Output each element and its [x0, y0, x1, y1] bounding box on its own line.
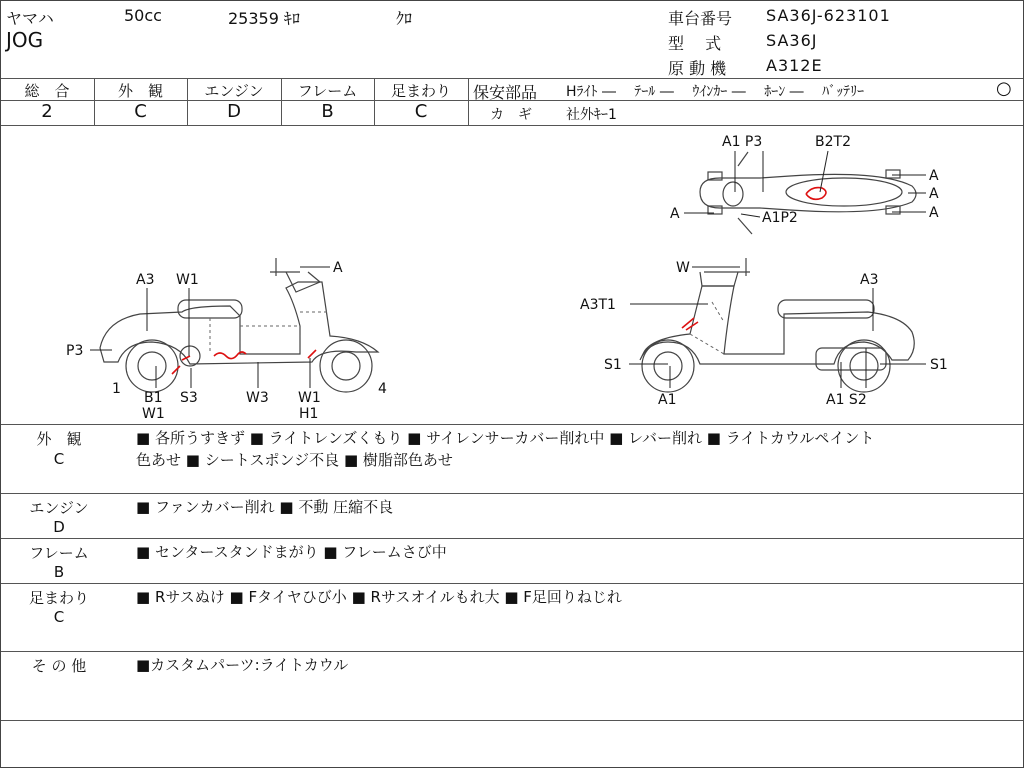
grade-frame-label: フレーム [297, 82, 358, 100]
divider [0, 538, 1024, 539]
key-label: カ ギ [490, 107, 532, 123]
label-a1p3: A1 P3 [722, 134, 763, 150]
label-a-top-3: A [929, 205, 939, 221]
section-exterior-notes-line1: ■ 各所うすきず ■ ライトレンズくもり ■ サイレンサーカバー削れ中 ■ レバー削れ ■ ライトカウルペイント [136, 429, 875, 447]
grade-frame: B [321, 101, 334, 122]
key-value: 社外ｷｰ1 [566, 107, 617, 123]
grade-overall: 2 [41, 101, 53, 122]
section-suspension-label: 足まわり [28, 589, 89, 607]
label-a1-right: A1 [658, 392, 677, 408]
section-exterior-notes-line2: 色あせ ■ シートスポンジ不良 ■ 樹脂部色あせ [136, 451, 453, 469]
section-engine-grade: D [53, 518, 65, 536]
safety-parts-label: 保安部品 [473, 83, 538, 102]
model-name: JOG [6, 28, 44, 52]
section-frame-label: フレーム [29, 544, 89, 562]
safety-parts-items: Hﾗｲﾄ ― ﾃｰﾙ ― ｳｲﾝｶｰ ― ﾎｰﾝ ― ﾊﾞｯﾃﾘｰ [566, 84, 865, 100]
section-other-notes: ■カスタムパーツ:ライトカウル [136, 656, 349, 674]
damage-diagram [0, 126, 1024, 424]
mileage: 25359 ｷﾛ [228, 9, 300, 28]
section-engine-notes: ■ ファンカバー削れ ■ 不動 圧縮不良 [136, 498, 394, 516]
grade-exterior-label: 外 観 [117, 82, 163, 100]
grade-suspension: C [414, 101, 428, 122]
divider [0, 583, 1024, 584]
label-w3: W3 [246, 390, 269, 406]
battery-mark: ○ [996, 78, 1012, 99]
label-w1-left-b: W1 [298, 390, 321, 406]
label-a-top-2: A [929, 186, 939, 202]
section-engine-label: エンジン [29, 499, 89, 517]
section-suspension-grade: C [53, 608, 65, 626]
right-view-callouts [580, 260, 948, 408]
displacement: 50cc [124, 6, 162, 25]
divider [0, 424, 1024, 425]
section-frame-grade: B [53, 563, 65, 581]
section-suspension-notes: ■ Rサスぬけ ■ Fタイヤひび小 ■ Rサスオイルもれ大 ■ F足回りねじれ [136, 588, 622, 606]
divider [0, 493, 1024, 494]
maker: ヤマハ [6, 9, 54, 28]
label-s1-right-b: S1 [930, 357, 948, 373]
grade-overall-label: 総 合 [24, 82, 70, 100]
label-b2t2: B2T2 [815, 134, 851, 150]
model-code-label: 型 式 [668, 34, 722, 53]
frame-number-label: 車台番号 [668, 9, 733, 28]
label-w1-left-top: W1 [176, 272, 199, 288]
label-a-top-1: A [929, 168, 939, 184]
divider [0, 78, 1024, 79]
scooter-top-view [700, 152, 916, 234]
engine-code: A312E [766, 56, 823, 75]
grade-engine: D [227, 101, 241, 122]
divider [0, 651, 1024, 652]
divider [0, 720, 1024, 721]
divider [468, 78, 469, 125]
section-frame-notes: ■ センタースタンドまがり ■ フレームさび中 [136, 543, 447, 561]
model-code: SA36J [766, 31, 818, 50]
label-s3: S3 [180, 390, 198, 406]
label-h1: H1 [299, 406, 319, 422]
label-w1-left-a: W1 [142, 406, 165, 422]
label-b1: B1 [144, 390, 163, 406]
label-1: 1 [112, 381, 121, 397]
label-a1s2: A1 S2 [826, 392, 867, 408]
label-a3-left: A3 [136, 272, 155, 288]
engine-code-label: 原 動 機 [668, 59, 727, 78]
frame-number: SA36J-623101 [766, 6, 891, 25]
label-4: 4 [378, 381, 387, 397]
section-exterior-grade: C [53, 450, 65, 468]
label-p3-left: P3 [66, 343, 84, 359]
body-color: ｸﾛ [396, 9, 413, 28]
label-a-top-4: A [670, 206, 680, 222]
label-s1-right-a: S1 [604, 357, 622, 373]
section-exterior-label: 外 観 [36, 430, 82, 448]
grade-exterior: C [134, 101, 147, 122]
label-a1p2: A1P2 [762, 210, 798, 226]
label-a3-right: A3 [860, 272, 879, 288]
section-other-label: そ の 他 [31, 657, 87, 675]
grade-suspension-label: 足まわり [390, 82, 451, 100]
label-a-left: A [333, 260, 343, 276]
label-a3t1: A3T1 [580, 297, 616, 313]
grade-engine-label: エンジン [204, 82, 264, 100]
label-w-right: W [676, 260, 690, 276]
